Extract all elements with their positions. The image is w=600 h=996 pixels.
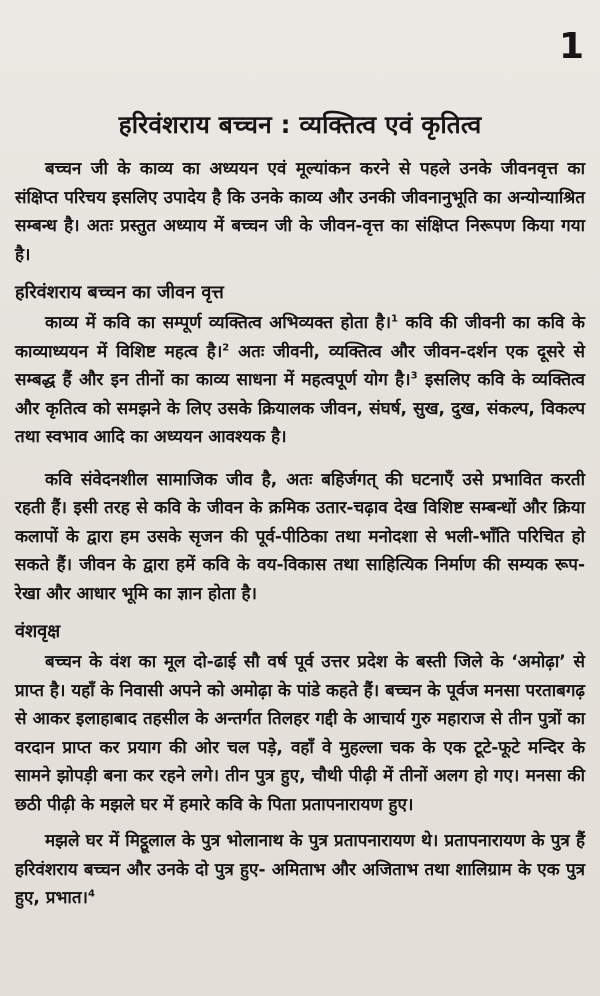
lineage-paragraph-2 xyxy=(15,827,585,913)
lineage-text: मझले घर में मिट्ठूलाल के पुत्र भोलानाथ के पुत्र प्रतापनारायण थे। प्रतापनारायण के पुत्र हैं हरिवंशराय बच्चन और उनके दो पुत्र हुए- अमिताभ और अजिताभ तथा शालिग्राम के एक पुत्र हुए, प्रभात। xyxy=(15,831,585,908)
page-content xyxy=(15,155,585,913)
section-heading-lineage: वंशवृक्ष xyxy=(15,621,61,642)
footnote-ref-1: 1 xyxy=(391,313,398,325)
biography-text-1: काव्य में कवि का सम्पूर्ण व्यक्तित्व अभिव्यक्त होता है। xyxy=(45,313,392,333)
intro-paragraph: बच्चन जी के काव्य का अध्ययन एवं मूल्यांकन करने से पहले उनके जीवनवृत्त का संक्षिप्त परिचय इसलिए उपादेय है कि उनके काव्य और उनकी जीवनानुभूति का अन्योन्याश्रित सम्बन्ध है। अतः प्रस्तुत अध्याय में बच्चन जी के जीवन-वृत्त का संक्षिप्त निरूपण किया गया है। xyxy=(15,159,585,265)
biography-paragraph-2: कवि संवेदनशील सामाजिक जीव है, अतः बहिर्जगत् की घटनाएँ उसे प्रभावित करती रहती हैं। इसी तरह से कवि के जीवन के क्रमिक उतार-चढ़ाव देख विशिष्ट सम्बन्धों और क्रिया कलापों के द्वारा हम उसके सृजन की पूर्व-पीठिका तथा मनोदशा से भली-भाँति परिचित हो सकते हैं। जीवन के द्वारा हमें कवि के वय-विकास तथा साहित्यिक निर्माण की सम्यक रूप-रेखा और आधार भूमि का ज्ञान होता है। xyxy=(15,469,585,604)
biography-text-2: कवि की जीवनी का कवि के काव्याध्ययन में विशिष्ट महत्व है। xyxy=(15,313,585,362)
chapter-title: हरिवंशराय बच्चन : व्यक्तित्व एवं कृतित्व xyxy=(118,110,482,139)
section-heading-biography: हरिवंशराय बच्चन का जीवन वृत्त xyxy=(15,282,224,303)
lineage-paragraph-1: बच्चन के वंश का मूल दो-ढाई सौ वर्ष पूर्व उत्तर प्रदेश के बस्ती जिले के ‘अमोढ़ा’ से प्राप्त है। यहाँ के निवासी अपने को अमोढ़ा के पांडे कहते हैं। बच्चन के पूर्वज मनसा परताबगढ़ से आकर इलाहाबाद तहसील के अन्तर्गत तिलहर गद्दी के आचार्य गुरु महाराज से तीन पुत्रों का वरदान प्राप्त कर प्रयाग की ओर चल पड़े, वहाँ वे मुहल्ला चक के एक टूटे-फूटे मन्दिर के सामने झोपड़ी बना कर रहने लगे। तीन पुत्र हुए, चौथी पीढ़ी में तीनों अलग हो गए। मनसा की छठी पीढ़ी के मझले घर में हमारे कवि के पिता प्रतापनारायण हुए। xyxy=(15,652,585,815)
biography-text-4: इसलिए कवि के व्यक्तित्व और कृतित्व को समझने के लिए उसके क्रियालक जीवन, संघर्ष, सुख, दुख, संकल्प, विकल्प तथा स्वभाव आदि का अध्ययन आवश्यक है। xyxy=(15,370,585,447)
chapter-number: 1 xyxy=(558,26,584,67)
footnote-ref-2: 2 xyxy=(222,341,230,353)
footnote-ref-4: 4 xyxy=(87,888,95,900)
biography-text-3: अतः जीवनी, व्यक्तित्व और जीवन-दर्शन एक दूसरे से सम्बद्ध हैं और इन तीनों का काव्य साधना में महत्वपूर्ण योग है। xyxy=(15,341,585,390)
biography-paragraph-1 xyxy=(15,309,585,452)
footnote-ref-3: 3 xyxy=(410,370,418,382)
